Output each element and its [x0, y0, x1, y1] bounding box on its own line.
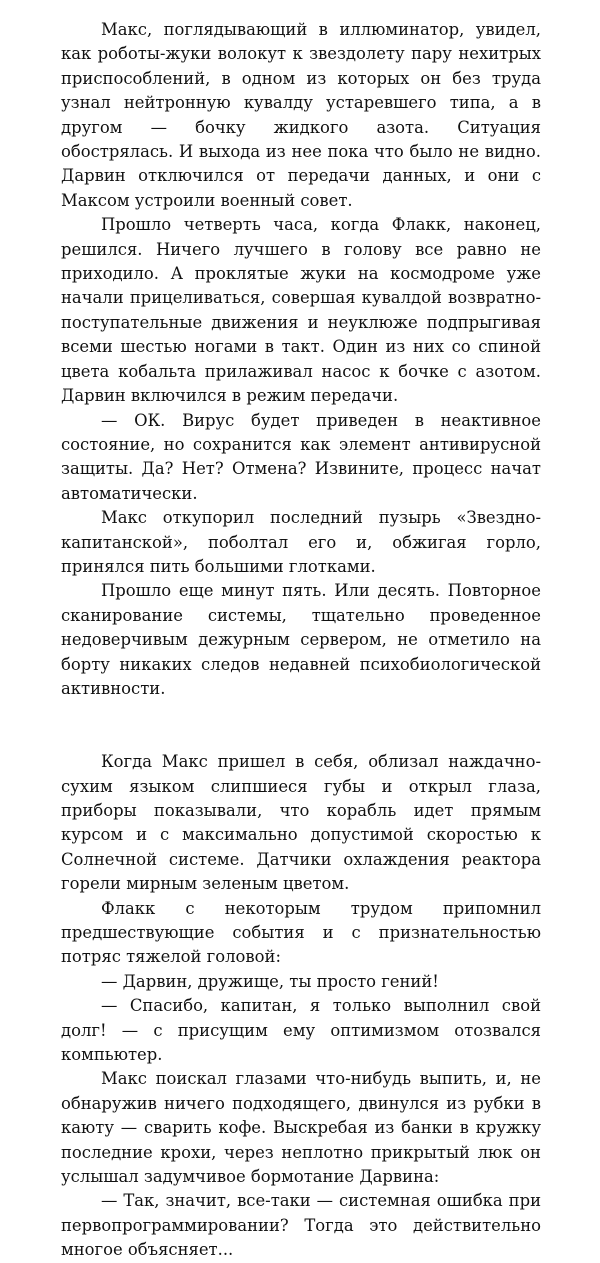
- dialogue-line: — Спасибо, капитан, я только выполнил свой долг! — с присущим ему оптимизмом отозвался компьютер.: [61, 996, 541, 1065]
- paragraph: Когда Макс пришел в себя, облизал наждачно-сухим языком слипшиеся губы и открыл глаза, приборы показывали, что корабль идет прямым курсом и с максимально допустимой скоростью к Солнечной системе. Датчики охлаждения реактора горели мирным зеленым цветом.: [61, 752, 541, 894]
- paragraph: Флакк с некоторым трудом припомнил предшествующие события и с признательностью потряс тяжелой головой:: [61, 898, 541, 967]
- dialogue-line: — Дарвин, дружище, ты просто гений!: [101, 971, 439, 991]
- paragraph: Макс откупорил последний пузырь «Звездно-капитанской», поболтал его и, обжигая горло, принялся пить большими глотками.: [61, 508, 541, 576]
- page-text: [61, 18, 541, 1263]
- section-break: [61, 701, 541, 725]
- paragraph: Макс, поглядывающий в иллюминатор, увидел, как роботы-жуки волокут к звездолету пару нехитрых приспособлений, в одном из которых он без труда узнал нейтронную кувалду устаревшего типа, а в другом — бочку жидкого азота. Ситуация обострялась. И выхода из нее пока что было не видно. Дарвин отключился от передачи данных, и они с Максом устроили военный совет.: [61, 20, 541, 210]
- dialogue-line: — Так, значит, все-таки — системная ошибка при первопрограммировании? Тогда это действительно многое объясняет...: [61, 1191, 541, 1260]
- paragraph: — ОК. Вирус будет приведен в неактивное состояние, но сохранится как элемент антивирусной защиты. Да? Нет? Отмена? Извините, процесс начат автоматически.: [61, 410, 541, 503]
- paragraph: Макс поискал глазами что-нибудь выпить, и, не обнаружив ничего подходящего, двинулся из рубки в каюту — сварить кофе. Выскребая из банки в кружку последние крохи, через неплотно прикрытый люк он услышал задумчивое бормотание Дарвина:: [61, 1069, 541, 1187]
- paragraph: Прошло еще минут пять. Или десять. Повторное сканирование системы, тщательно проведенное недоверчивым дежурным сервером, не отметило на борту никаких следов недавней психобиологической активности.: [61, 581, 541, 698]
- paragraph: Прошло четверть часа, когда Флакк, наконец, решился. Ничего лучшего в голову все равно не приходило. А проклятые жуки на космодроме уже начали прицеливаться, совершая кувалдой возвратно-поступательные движения и неуклюже подпрыгивая всеми шестью ногами в такт. Один из них со спиной цвета кобальта прилаживал насос к бочке с азотом. Дарвин включился в режим передачи.: [61, 215, 541, 406]
